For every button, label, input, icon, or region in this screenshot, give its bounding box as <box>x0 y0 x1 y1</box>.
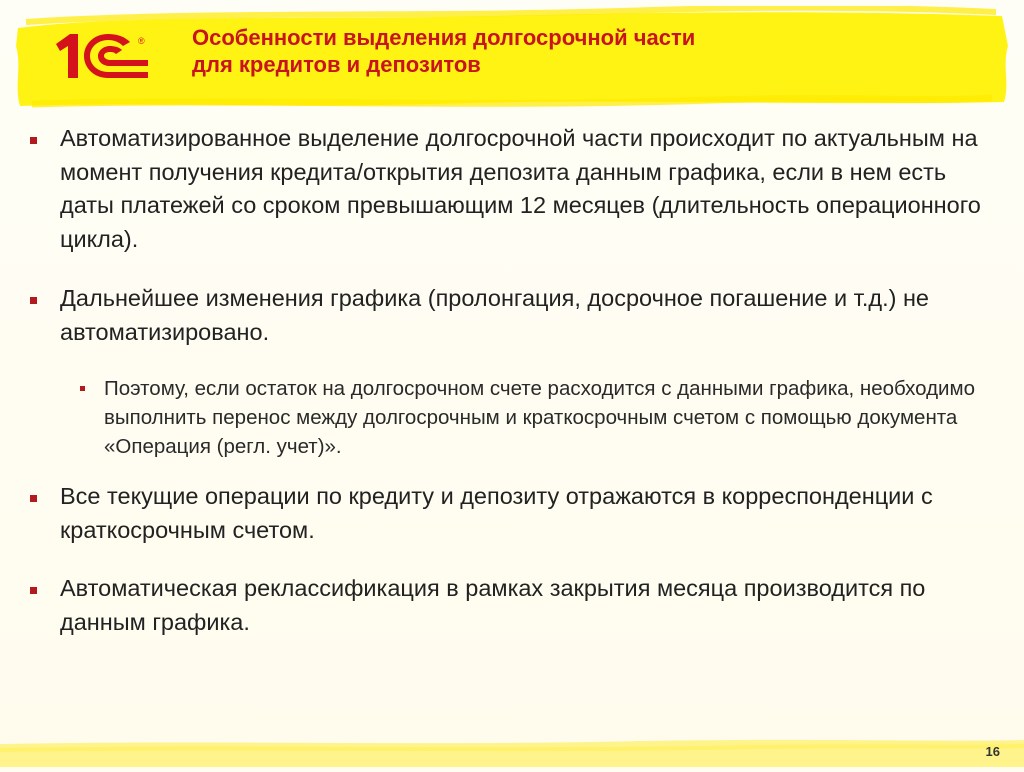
page-number: 16 <box>985 744 1000 759</box>
1c-logo <box>52 30 154 82</box>
square-bullet-icon <box>30 297 37 304</box>
slide-title-line-2: для кредитов и депозитов <box>192 52 481 77</box>
footer-highlight-band <box>0 738 1024 767</box>
slide-title-line-1: Особенности выделения долгосрочной части <box>192 25 696 50</box>
square-bullet-icon <box>30 137 37 144</box>
slide-title <box>192 24 972 78</box>
bullet-text: Автоматизированное выделение долгосрочной части происходит по актуальным на момент получения кредита/открытия депозита данным графика, если в нем есть даты платежей со сроком превышающим 12 месяцев (длительность операционного цикла). <box>60 125 981 252</box>
sub-bullet-text: Поэтому, если остаток на долгосрочном счете расходится с данными графика, необходимо выполнить перенос между долгосрочным и краткосрочным счетом с помощью документа «Операция (регл. учет)». <box>104 377 975 458</box>
bullet-text: Автоматическая реклассификация в рамках закрытия месяца производится по данным графика. <box>60 575 926 635</box>
bullet-text: Дальнейшее изменения графика (пролонгация, досрочное погашение и т.д.) не автоматизировано. <box>60 285 930 345</box>
square-bullet-icon <box>30 495 37 502</box>
square-bullet-icon <box>80 386 85 391</box>
square-bullet-icon <box>30 587 37 594</box>
svg-text:®: ® <box>138 36 145 46</box>
bullet-text: Все текущие операции по кредиту и депозиту отражаются в корреспонденции с краткосрочным счетом. <box>60 483 933 543</box>
